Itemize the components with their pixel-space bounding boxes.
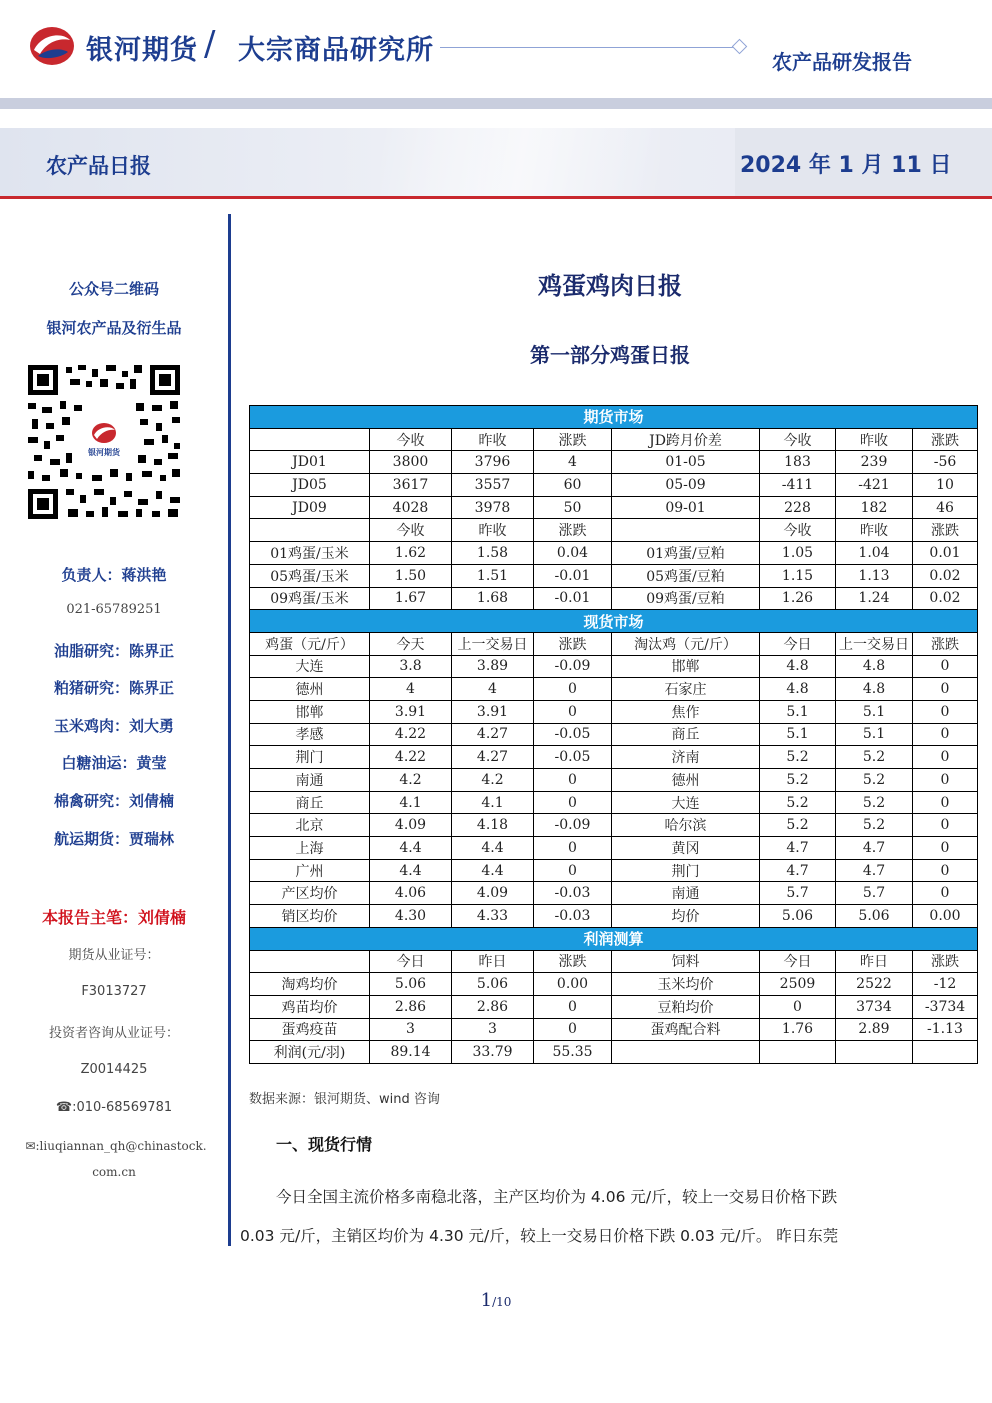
table-cell: 4.27 (452, 746, 534, 769)
table-section-header (250, 406, 978, 429)
table-cell: 0.01 (913, 542, 978, 565)
table-cell: 4.1 (452, 791, 534, 814)
table-cell: 4 (534, 451, 612, 474)
table-cell: 5.2 (760, 769, 836, 792)
table-cell: 0 (913, 655, 978, 678)
table-cell: 昨收 (452, 519, 534, 542)
table-cell: 183 (760, 451, 836, 474)
table-cell: JD01 (250, 451, 370, 474)
table-cell: 3978 (452, 496, 534, 519)
contact-email-domain[interactable]: com.cn (92, 1165, 136, 1179)
body-paragraph-line: 0.03 元/斤，主销区均价为 4.30 元/斤，较上一交易日价格下跌 0.03 元/斤。 昨日东莞 (240, 1227, 839, 1245)
table-cell: 石家庄 (612, 678, 760, 701)
table-cell: 3 (370, 1018, 452, 1041)
table-cell: 1.67 (370, 587, 452, 610)
table-cell: 05鸡蛋/玉米 (250, 564, 370, 587)
table-cell: 0 (534, 769, 612, 792)
table-cell: JD跨月价差 (612, 428, 760, 451)
table-cell (836, 1041, 913, 1064)
table-cell: 5.2 (836, 791, 913, 814)
table-cell: 0.04 (534, 542, 612, 565)
table-cell: -56 (913, 451, 978, 474)
table-cell: 1.26 (760, 587, 836, 610)
table-cell: 0 (534, 1018, 612, 1041)
table-cell: 淘汰鸡（元/斤） (612, 632, 760, 655)
table-cell: 蛋鸡配合料 (612, 1018, 760, 1041)
section-header-cell: 利润测算 (250, 927, 978, 950)
table-cell: 南通 (612, 882, 760, 905)
table-cell: -0.03 (534, 882, 612, 905)
brand-divider: / (204, 24, 216, 64)
table-cell: 0 (534, 995, 612, 1018)
table-cell (250, 950, 370, 973)
table-cell: 昨收 (836, 428, 913, 451)
table-cell: 黄冈 (612, 837, 760, 860)
table-cell: 0.02 (913, 564, 978, 587)
table-cell: 4.06 (370, 882, 452, 905)
table-cell: 4.30 (370, 905, 452, 928)
current-page: 1 (480, 1290, 493, 1311)
table-cell (250, 519, 370, 542)
institute-name: 大宗商品研究所 (238, 35, 434, 66)
license-number: F3013727 (81, 984, 147, 999)
table-cell: 4.18 (452, 814, 534, 837)
table-cell: 1.50 (370, 564, 452, 587)
table-cell: 4.7 (760, 859, 836, 882)
table-cell: 4.4 (452, 837, 534, 860)
subsection-heading: 一、现货行情 (276, 1135, 373, 1154)
table-cell: 60 (534, 474, 612, 497)
table-row (250, 905, 978, 928)
report-header (0, 0, 992, 100)
table-cell: 5.2 (760, 746, 836, 769)
table-cell: 涨跌 (913, 632, 978, 655)
table-cell: 大连 (612, 791, 760, 814)
table-cell: 济南 (612, 746, 760, 769)
table-row (250, 451, 978, 474)
table-cell: 4.2 (370, 769, 452, 792)
qr-title: 公众号二维码 (68, 280, 159, 298)
table-cell: 大连 (250, 655, 370, 678)
table-cell: 产区均价 (250, 882, 370, 905)
qr-logo-text: 银河期货 (88, 448, 120, 457)
table-row (250, 723, 978, 746)
table-cell: 0 (534, 791, 612, 814)
table-cell: 4.1 (370, 791, 452, 814)
table-cell (612, 519, 760, 542)
header-rule (440, 47, 734, 48)
responsible-phone: 021-65789251 (66, 602, 162, 617)
advisor-label: 投资者咨询从业证号： (48, 1026, 179, 1041)
table-row (250, 746, 978, 769)
table-cell: 0 (913, 746, 978, 769)
table-cell (913, 1041, 978, 1064)
table-cell: 4.22 (370, 723, 452, 746)
table-row (250, 519, 978, 542)
team-member: 航运期货：贾瑞林 (53, 830, 174, 848)
table-cell: 01鸡蛋/豆粕 (612, 542, 760, 565)
table-cell: 3796 (452, 451, 534, 474)
table-cell: 德州 (612, 769, 760, 792)
table-cell: 淘鸡均价 (250, 973, 370, 996)
table-row (250, 655, 978, 678)
table-row (250, 837, 978, 860)
table-cell: 5.7 (836, 882, 913, 905)
table-cell: 3734 (836, 995, 913, 1018)
table-row (250, 632, 978, 655)
table-cell: 0 (913, 791, 978, 814)
table-cell: 1.15 (760, 564, 836, 587)
table-cell: 4.8 (760, 655, 836, 678)
table-row (250, 564, 978, 587)
table-cell (612, 1041, 760, 1064)
table-cell: 1.04 (836, 542, 913, 565)
title-band-highlight (380, 128, 660, 196)
table-cell: 1.51 (452, 564, 534, 587)
table-cell: 玉米均价 (612, 973, 760, 996)
table-cell: 2.86 (370, 995, 452, 1018)
table-cell: 4.7 (760, 837, 836, 860)
section-title: 第一部分鸡蛋日报 (530, 343, 690, 367)
table-cell: 4.2 (452, 769, 534, 792)
table-cell: 3.89 (452, 655, 534, 678)
table-cell: 南通 (250, 769, 370, 792)
table-cell: 3557 (452, 474, 534, 497)
table-row (250, 814, 978, 837)
table-cell: 哈尔滨 (612, 814, 760, 837)
table-cell: 涨跌 (534, 632, 612, 655)
table-cell: 豆粕均价 (612, 995, 760, 1018)
section-header-cell: 期货市场 (250, 406, 978, 429)
table-cell: 均价 (612, 905, 760, 928)
table-cell: 5.2 (836, 769, 913, 792)
table-cell: 1.76 (760, 1018, 836, 1041)
report-date: 2024 年 1 月 11 日 (740, 153, 952, 178)
table-cell: 4 (370, 678, 452, 701)
table-cell: 239 (836, 451, 913, 474)
table-cell: 5.1 (836, 723, 913, 746)
table-cell: 05-09 (612, 474, 760, 497)
table-cell: 今收 (370, 519, 452, 542)
table-cell: -0.01 (534, 564, 612, 587)
table-cell: 饲料 (612, 950, 760, 973)
table-cell: 3 (452, 1018, 534, 1041)
table-row (250, 995, 978, 1018)
table-cell: 利润(元/羽) (250, 1041, 370, 1064)
table-cell: 01鸡蛋/玉米 (250, 542, 370, 565)
table-cell: 4.8 (836, 678, 913, 701)
table-cell: 涨跌 (913, 950, 978, 973)
red-divider (0, 196, 992, 199)
table-cell: 4.8 (836, 655, 913, 678)
table-cell: 4 (452, 678, 534, 701)
header-band (0, 98, 992, 109)
table-cell: 0 (913, 882, 978, 905)
table-cell: 5.1 (760, 723, 836, 746)
brand-name: 银河期货 (86, 35, 198, 66)
table-cell: 4.09 (452, 882, 534, 905)
table-cell: 09鸡蛋/豆粕 (612, 587, 760, 610)
table-cell: 4.8 (760, 678, 836, 701)
report-type: 农产品研发报告 (772, 50, 912, 74)
table-cell: 今天 (370, 632, 452, 655)
table-row (250, 950, 978, 973)
table-cell: 5.06 (760, 905, 836, 928)
table-row (250, 587, 978, 610)
table-cell: 2.89 (836, 1018, 913, 1041)
body-paragraph-line: 今日全国主流价格多南稳北落，主产区均价为 4.06 元/斤，较上一交易日价格下跌 (276, 1188, 838, 1206)
table-cell: 荆门 (612, 859, 760, 882)
table-cell: 0 (913, 814, 978, 837)
table-cell: 1.68 (452, 587, 534, 610)
table-cell: -421 (836, 474, 913, 497)
table-cell: JD05 (250, 474, 370, 497)
table-cell: 德州 (250, 678, 370, 701)
data-source: 数据来源：银河期货、wind 咨询 (249, 1092, 440, 1107)
table-cell: 涨跌 (534, 428, 612, 451)
table-cell: 上海 (250, 837, 370, 860)
table-cell: 涨跌 (534, 519, 612, 542)
table-cell: 3617 (370, 474, 452, 497)
table-cell: 销区均价 (250, 905, 370, 928)
table-cell: 0.00 (534, 973, 612, 996)
table-cell: 焦作 (612, 700, 760, 723)
table-cell: 0 (534, 678, 612, 701)
table-cell: 0 (534, 859, 612, 882)
table-cell: 0 (913, 837, 978, 860)
table-cell: 3800 (370, 451, 452, 474)
table-cell: 涨跌 (913, 519, 978, 542)
table-cell: 0 (913, 723, 978, 746)
table-cell: 0 (913, 678, 978, 701)
table-section-header (250, 610, 978, 633)
table-cell: 0 (913, 769, 978, 792)
table-cell: 今日 (370, 950, 452, 973)
table-cell: -0.09 (534, 814, 612, 837)
table-cell: 涨跌 (534, 950, 612, 973)
table-cell: 5.06 (836, 905, 913, 928)
table-cell: -411 (760, 474, 836, 497)
table-cell: 昨收 (452, 428, 534, 451)
table-cell: 4.27 (452, 723, 534, 746)
table-row (250, 700, 978, 723)
table-cell: 5.2 (760, 814, 836, 837)
table-cell: 今收 (760, 428, 836, 451)
table-cell: 4.4 (452, 859, 534, 882)
table-cell: 0 (913, 700, 978, 723)
table-cell: 0 (760, 995, 836, 1018)
table-cell (760, 1041, 836, 1064)
team-member: 玉米鸡肉：刘大勇 (53, 717, 174, 735)
license-label: 期货从业证号： (68, 948, 160, 963)
report-title: 鸡蛋鸡肉日报 (538, 272, 682, 300)
contact-phone: ☎:010-68569781 (55, 1100, 173, 1115)
report-category: 农产品日报 (46, 154, 151, 178)
table-cell: 今收 (370, 428, 452, 451)
table-cell: 上一交易日 (452, 632, 534, 655)
table-cell: 4.7 (836, 859, 913, 882)
report-author: 本报告主笔：刘倩楠 (41, 908, 186, 927)
table-cell: 4.4 (370, 837, 452, 860)
galaxy-logo-icon (28, 24, 76, 68)
table-cell: 5.7 (760, 882, 836, 905)
team-member: 棉禽研究：刘倩楠 (53, 792, 174, 810)
table-cell: 0 (913, 859, 978, 882)
table-cell: 5.1 (760, 700, 836, 723)
market-data-table (249, 405, 978, 1064)
table-row (250, 1018, 978, 1041)
table-cell: JD09 (250, 496, 370, 519)
team-member: 粕猪研究：陈界正 (53, 679, 174, 697)
table-cell: 33.79 (452, 1041, 534, 1064)
table-row (250, 882, 978, 905)
diamond-icon (732, 39, 748, 55)
table-cell: 89.14 (370, 1041, 452, 1064)
table-cell: 蛋鸡疫苗 (250, 1018, 370, 1041)
table-cell: 1.62 (370, 542, 452, 565)
table-cell: -0.03 (534, 905, 612, 928)
table-row (250, 678, 978, 701)
table-cell: 2522 (836, 973, 913, 996)
team-member: 白糖油运：黄莹 (61, 754, 167, 772)
table-cell: 商丘 (612, 723, 760, 746)
table-cell: 1.13 (836, 564, 913, 587)
table-row (250, 496, 978, 519)
table-cell: 5.2 (836, 746, 913, 769)
table-row (250, 1041, 978, 1064)
table-cell: 5.2 (836, 814, 913, 837)
team-member: 油脂研究：陈界正 (53, 642, 174, 660)
table-cell: 荆门 (250, 746, 370, 769)
table-cell: 01-05 (612, 451, 760, 474)
table-cell: 鸡蛋（元/斤） (250, 632, 370, 655)
table-cell: 0 (534, 837, 612, 860)
table-cell: 5.06 (370, 973, 452, 996)
table-row (250, 428, 978, 451)
table-row (250, 791, 978, 814)
sidebar-divider (228, 214, 231, 1246)
table-cell: 10 (913, 474, 978, 497)
table-cell: -12 (913, 973, 978, 996)
qr-subtitle: 银河农产品及衍生品 (46, 319, 182, 337)
table-cell: -1.13 (913, 1018, 978, 1041)
table-cell: 2.86 (452, 995, 534, 1018)
table-cell: 上一交易日 (836, 632, 913, 655)
table-cell: 09-01 (612, 496, 760, 519)
table-cell: 4.09 (370, 814, 452, 837)
table-row (250, 769, 978, 792)
contact-email[interactable]: ✉:liuqiannan_qh@chinastock. (25, 1139, 207, 1153)
table-cell: 1.24 (836, 587, 913, 610)
table-cell: 228 (760, 496, 836, 519)
table-cell: 1.58 (452, 542, 534, 565)
table-cell: 今日 (760, 950, 836, 973)
table-cell: 2509 (760, 973, 836, 996)
table-row (250, 859, 978, 882)
table-section-header (250, 927, 978, 950)
table-cell: -0.09 (534, 655, 612, 678)
table-cell: 4.7 (836, 837, 913, 860)
table-cell: 55.35 (534, 1041, 612, 1064)
table-cell: -0.01 (534, 587, 612, 610)
table-cell: 5.2 (760, 791, 836, 814)
table-cell: 邯郸 (612, 655, 760, 678)
table-cell: 3.8 (370, 655, 452, 678)
table-cell: 孝感 (250, 723, 370, 746)
table-row (250, 973, 978, 996)
table-cell: 0.00 (913, 905, 978, 928)
table-cell: 广州 (250, 859, 370, 882)
advisor-number: Z0014425 (80, 1062, 148, 1077)
table-cell: 涨跌 (913, 428, 978, 451)
table-cell (250, 428, 370, 451)
table-cell: 5.1 (836, 700, 913, 723)
table-cell: 1.05 (760, 542, 836, 565)
table-cell: 3.91 (452, 700, 534, 723)
table-cell: 北京 (250, 814, 370, 837)
table-cell: 今日 (760, 632, 836, 655)
section-header-cell: 现货市场 (250, 610, 978, 633)
table-cell: 昨收 (836, 519, 913, 542)
table-cell: 182 (836, 496, 913, 519)
table-cell: 4028 (370, 496, 452, 519)
table-cell: 鸡苗均价 (250, 995, 370, 1018)
table-cell: 商丘 (250, 791, 370, 814)
table-cell: 50 (534, 496, 612, 519)
table-cell: 05鸡蛋/豆粕 (612, 564, 760, 587)
table-cell: 4.22 (370, 746, 452, 769)
table-cell: 3.91 (370, 700, 452, 723)
table-cell: 5.06 (452, 973, 534, 996)
table-cell: 昨日 (452, 950, 534, 973)
table-cell: 09鸡蛋/玉米 (250, 587, 370, 610)
table-cell: 0.02 (913, 587, 978, 610)
table-cell: -0.05 (534, 746, 612, 769)
table-cell: 4.4 (370, 859, 452, 882)
qr-code-icon (26, 363, 182, 521)
page-number: 1/10 (480, 1290, 512, 1311)
responsible-person: 负责人：蒋洪艳 (61, 566, 167, 584)
table-cell: 46 (913, 496, 978, 519)
table-cell: 4.33 (452, 905, 534, 928)
table-row (250, 474, 978, 497)
table-cell: 今收 (760, 519, 836, 542)
table-cell: 0 (534, 700, 612, 723)
table-cell: 邯郸 (250, 700, 370, 723)
table-cell: -3734 (913, 995, 978, 1018)
table-row (250, 542, 978, 565)
total-pages: 10 (496, 1295, 512, 1309)
table-cell: 昨日 (836, 950, 913, 973)
table-cell: -0.05 (534, 723, 612, 746)
